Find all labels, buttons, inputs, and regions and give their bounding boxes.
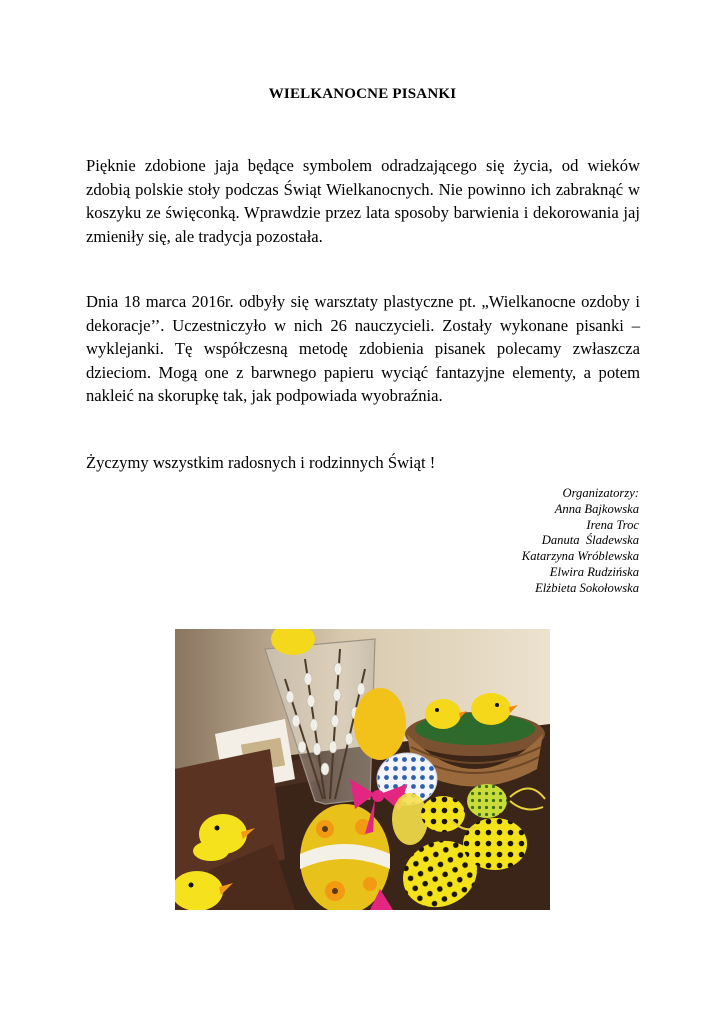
paragraph-intro: Pięknie zdobione jaja będące symbolem odradzającego się życia, od wieków zdobią polskie stoły podczas Świąt Wielkanocnych. Nie powinno ich zabraknąć w koszyku ze święconką. Wprawdzie przez lata sposoby barwienia i dekorowania jaj zmieniły się, ale tradycja pozostała.	[86, 156, 640, 246]
black-dotted-egg	[463, 818, 527, 870]
organizer-name: Irena Troc	[586, 517, 639, 532]
organizer-name: Danuta Śladewska	[541, 533, 639, 548]
organizer-name: Elżbieta Sokołowska	[535, 580, 639, 595]
yellow-egg	[354, 688, 406, 760]
green-dotted-egg	[467, 784, 507, 818]
organizer-name: Elwira Rudzińska	[549, 564, 639, 579]
organizer-name: Katarzyna Wróblewska	[521, 549, 639, 564]
organizers-heading: Organizatorzy:	[562, 486, 639, 500]
organizers-block	[522, 486, 639, 597]
paragraph-workshop: Dnia 18 marca 2016r. odbyły się warsztaty plastyczne pt. „Wielkanocne ozdoby i dekoracje’’. Uczestniczyło w nich 26 nauczycieli. Zostały wykonane pisanki – wyklejanki. Tę współczesną metodę zdobienia pisanek polecamy zwłaszcza dzieciom. Mogą one z barwnego papieru wyciąć fantazyjne elementy, a potem nakleić na skorupkę tak, jak podpowiada wyobraźnia.	[86, 292, 640, 406]
easter-wishes: Życzymy wszystkim radosnych i rodzinnych Świąt !	[86, 453, 436, 472]
document-title: WIELKANOCNE PISANKI	[268, 86, 457, 102]
flower-decorated-egg	[300, 804, 390, 910]
easter-decorations-photo	[175, 629, 550, 910]
organizer-name: Anna Bajkowska	[554, 501, 639, 516]
